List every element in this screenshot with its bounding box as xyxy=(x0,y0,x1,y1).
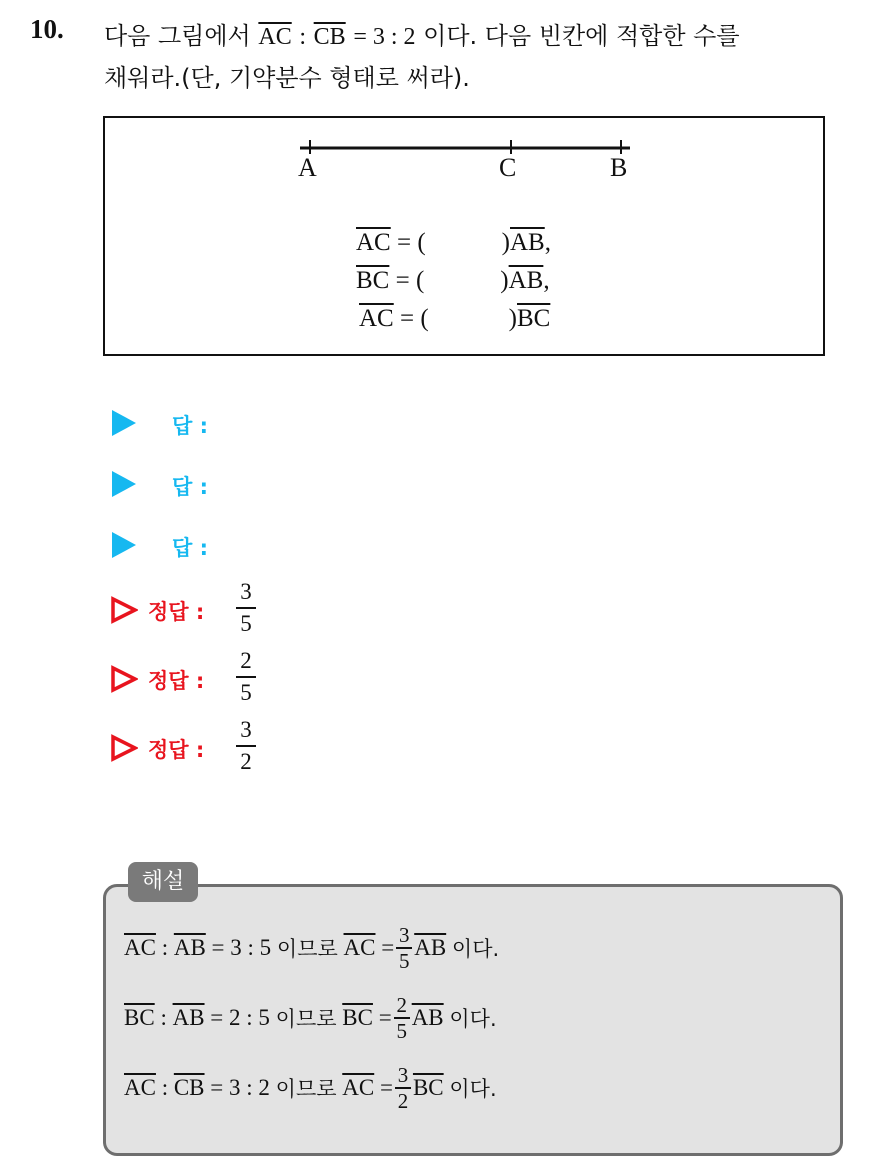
fraction-bar xyxy=(236,745,256,747)
question-number: 10. xyxy=(30,14,64,44)
sol3-end: 이다. xyxy=(449,1076,497,1101)
correct-3-num: 3 xyxy=(240,717,252,742)
point-label-b: B xyxy=(610,153,628,182)
sol3-a: $\overline{AC}$ xyxy=(124,1074,156,1100)
sol2-d: $\overline{AB}$ xyxy=(411,1004,444,1030)
question-text-pre: 다음 그림에서 xyxy=(104,22,251,50)
eq1-rhs: $\overline{AB}$ xyxy=(510,229,545,256)
question-text-post: 이다. 다음 빈칸에 적합한 수를 xyxy=(423,22,740,50)
sol2-den: 5 xyxy=(396,1018,407,1043)
sol3-eq: = xyxy=(379,1074,393,1100)
eq3-open: = ( xyxy=(399,305,429,332)
sol2-b: $\overline{AB}$ xyxy=(172,1004,205,1030)
eq1-lhs: $\overline{AC}$ xyxy=(356,229,391,256)
eq3-lhs: $\overline{AC}$ xyxy=(359,305,394,332)
blank-equation-1 xyxy=(356,229,551,257)
correct-3-den: 2 xyxy=(240,748,252,774)
eq2-open: = ( xyxy=(395,267,425,294)
sol1-ratio: = 3 : 5 xyxy=(211,934,272,960)
correct-answer-3 xyxy=(236,718,256,774)
eq2-rhs: $\overline{AB}$ xyxy=(508,267,544,294)
sol3-c: $\overline{AC}$ xyxy=(342,1074,375,1100)
sol2-word: 이므로 xyxy=(275,1006,337,1031)
sol2-a: $\overline{BC}$ xyxy=(124,1004,155,1030)
segment-cb: $\overline{CB}$ xyxy=(313,24,346,50)
sol3-d: $\overline{BC}$ xyxy=(412,1074,444,1100)
ratio-colon: : xyxy=(299,24,307,50)
solution-row-3 xyxy=(124,1064,497,1112)
ratio-value: = 3 : 2 xyxy=(353,24,416,50)
solution-tag: 해설 xyxy=(128,862,198,902)
correct-marker-icon xyxy=(110,596,138,624)
correct-2-den: 5 xyxy=(240,679,252,705)
correct-answer-1 xyxy=(236,580,256,636)
sol3-fraction xyxy=(395,1064,411,1112)
correct-label-1: 정답 : xyxy=(148,600,205,624)
sol3-ratio: = 3 : 2 xyxy=(210,1074,270,1100)
correct-answer-2 xyxy=(236,649,256,705)
correct-1-den: 5 xyxy=(240,610,252,636)
sol3-colon: : xyxy=(161,1074,169,1100)
correct-1-num: 3 xyxy=(240,579,252,604)
sol1-end: 이다. xyxy=(451,936,500,961)
correct-marker-icon xyxy=(110,734,138,762)
fraction-bar xyxy=(236,607,256,609)
sol1-den: 5 xyxy=(398,948,410,973)
question-text-line2: 채워라.(단, 기약분수 형태로 써라). xyxy=(104,64,470,92)
eq1-tail: , xyxy=(544,229,551,256)
sol2-fraction xyxy=(394,994,410,1042)
eq3-rhs: $\overline{BC}$ xyxy=(517,305,551,332)
blank-equation-3 xyxy=(359,305,550,333)
answer-marker-icon xyxy=(112,471,136,497)
sol1-word: 이므로 xyxy=(276,936,338,961)
sol3-b: $\overline{CB}$ xyxy=(173,1074,205,1100)
sol1-colon: : xyxy=(161,934,169,960)
point-label-a: A xyxy=(298,153,317,182)
question-text-line1 xyxy=(104,16,740,51)
answer-marker-icon xyxy=(112,410,136,436)
sol1-b: $\overline{AB}$ xyxy=(173,934,206,960)
correct-marker-icon xyxy=(110,665,138,693)
blank-equation-2 xyxy=(356,267,550,295)
sol3-num: 3 xyxy=(397,1063,409,1087)
fraction-bar xyxy=(236,676,256,678)
eq2-tail: , xyxy=(543,267,550,294)
correct-label-3: 정답 : xyxy=(148,738,205,762)
sol1-c: $\overline{AC}$ xyxy=(343,934,376,960)
eq1-open: = ( xyxy=(396,229,426,256)
sol1-eq: = xyxy=(381,934,395,960)
sol2-c: $\overline{BC}$ xyxy=(342,1004,373,1030)
sol1-num: 3 xyxy=(398,923,410,947)
point-label-c: C xyxy=(499,153,517,182)
sol3-den: 2 xyxy=(397,1088,409,1113)
answer-marker-icon xyxy=(112,532,136,558)
eq2-lhs: $\overline{BC}$ xyxy=(356,267,390,294)
eq3-close: ) xyxy=(508,305,517,332)
sol3-word: 이므로 xyxy=(275,1076,337,1101)
solution-row-2 xyxy=(124,994,497,1042)
sol1-fraction xyxy=(396,924,412,972)
sol2-num: 2 xyxy=(396,993,407,1017)
sol2-colon: : xyxy=(160,1004,167,1030)
answer-label-3: 답 : xyxy=(172,536,208,560)
sol2-end: 이다. xyxy=(449,1006,497,1031)
sol1-a: $\overline{AC}$ xyxy=(124,934,156,960)
sol1-d: $\overline{AB}$ xyxy=(414,934,447,960)
answer-label-2: 답 : xyxy=(172,475,208,499)
answer-label-1: 답 : xyxy=(172,414,208,438)
correct-2-num: 2 xyxy=(240,648,252,673)
segment-ac: $\overline{AC}$ xyxy=(258,24,292,50)
correct-label-2: 정답 : xyxy=(148,669,205,693)
solution-row-1 xyxy=(124,924,499,972)
sol2-ratio: = 2 : 5 xyxy=(210,1004,270,1030)
sol2-eq: = xyxy=(378,1004,392,1030)
line-segment-figure xyxy=(298,138,632,158)
eq2-close: ) xyxy=(500,267,509,294)
eq1-close: ) xyxy=(501,229,510,256)
